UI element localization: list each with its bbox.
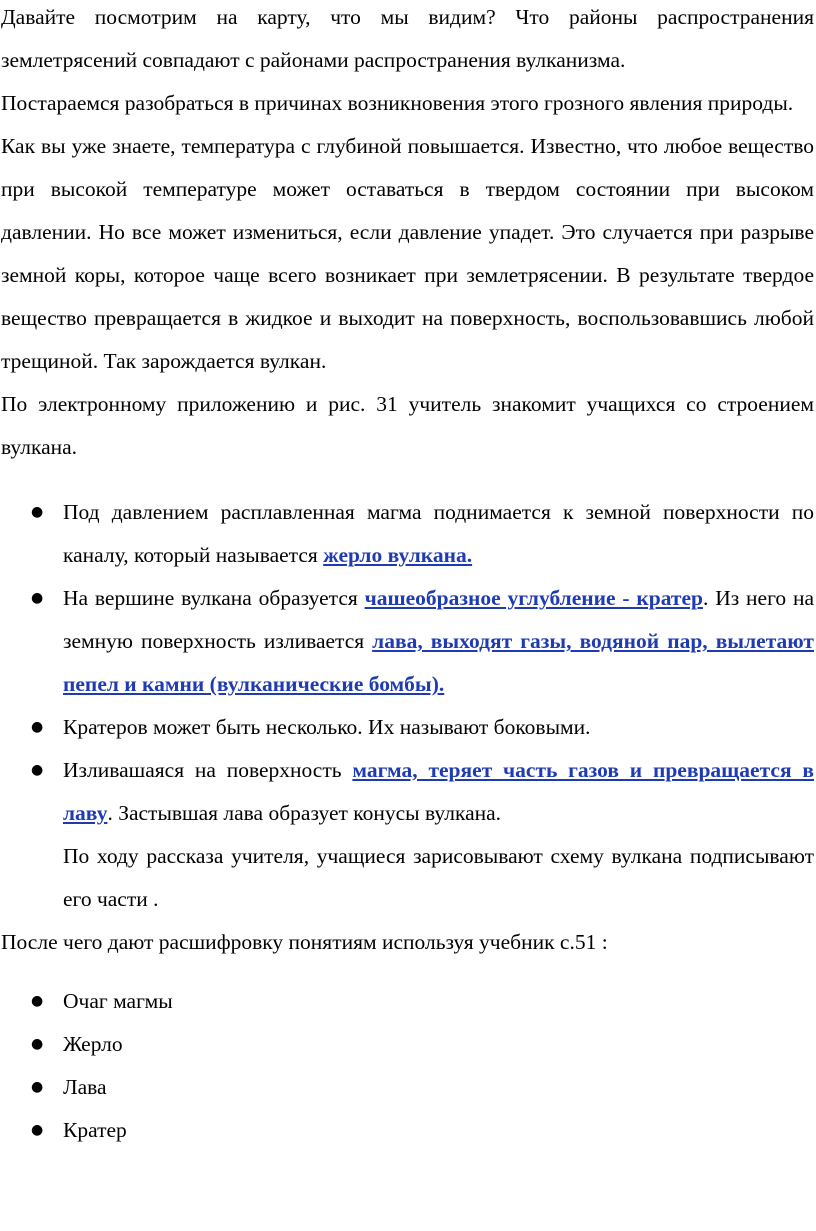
bullet-icon: ● [31, 1079, 44, 1095]
list-item [1, 491, 814, 577]
paragraph-temperature: Как вы уже знаете, температура с глубиной повышается. Известно, что любое вещество при высокой температуре может оставаться в твердом состоянии при высоком давлении. Но все может измениться, если давление упадет. Это случается при разрыве земной коры, которое чаще всего возникает при землетрясении. В результате твердое вещество превращается в жидкое и выходит на поверхность, воспользовавшись любой трещиной. Так зарождается вулкан. [1, 134, 814, 373]
concepts-list [1, 980, 814, 1152]
list-item [1, 577, 814, 706]
bullet-icon: ● [31, 1122, 44, 1138]
list-item [1, 1109, 814, 1152]
term-magma-lava: магма, теряет часть газов и превращается в лаву [63, 758, 814, 825]
bullet-icon: ● [31, 719, 44, 735]
bullet-icon: ● [31, 590, 44, 606]
bullet-icon: ● [31, 504, 44, 520]
list-item [1, 1066, 814, 1109]
list-item [1, 749, 814, 835]
concept-magma-chamber: Очаг магмы [63, 989, 173, 1013]
paragraph-drawing: По ходу рассказа учителя, учащиеся зарисовывают схему вулкана подписывают его части . [63, 844, 814, 911]
bullet-icon: ● [31, 1036, 44, 1052]
paragraph-map: Давайте посмотрим на карту, что мы видим? Что районы распространения землетрясений совпадают с районами распространения вулканизма. [1, 5, 814, 72]
list-item [1, 706, 814, 749]
term-crater: чашеобразное углубление - кратер [364, 586, 703, 610]
paragraph-teacher: По электронному приложению и рис. 31 учитель знакомит учащихся со строением вулкана. [1, 392, 814, 459]
bullet-icon: ● [31, 993, 44, 1009]
spacer [1, 469, 814, 491]
term-lava-gases: лава, выходят газы, водяной пар, вылетают пепел и камни (вулканические бомбы). [63, 629, 814, 696]
list-item [1, 1023, 814, 1066]
concept-lava: Лава [63, 1075, 107, 1099]
list-item-text: Под давлением расплавленная магма поднимается к земной поверхности по каналу, который называется [63, 500, 814, 567]
list-item-text: На вершине вулкана образуется [63, 586, 365, 610]
volcano-structure-list [1, 491, 814, 835]
list-item-text: . Застывшая лава образует конусы вулкана. [107, 801, 502, 825]
list-item [1, 980, 814, 1023]
paragraph-textbook: После чего дают расшифровку понятиям используя учебник с.51 : [1, 930, 608, 954]
list-item-text: Изливашаяся на поверхность [63, 758, 353, 782]
paragraph-causes: Постараемся разобраться в причинах возникновения этого грозного явления природы. [1, 91, 794, 115]
concept-vent: Жерло [63, 1032, 123, 1056]
term-vent: жерло вулкана. [323, 543, 473, 567]
bullet-icon: ● [31, 762, 44, 778]
list-item-text: . Из него на земную поверхность изливается [63, 586, 814, 653]
list-item-text: Кратеров может быть несколько. Их называют боковыми. [63, 715, 591, 739]
concept-crater: Кратер [63, 1118, 127, 1142]
spacer [1, 964, 814, 980]
